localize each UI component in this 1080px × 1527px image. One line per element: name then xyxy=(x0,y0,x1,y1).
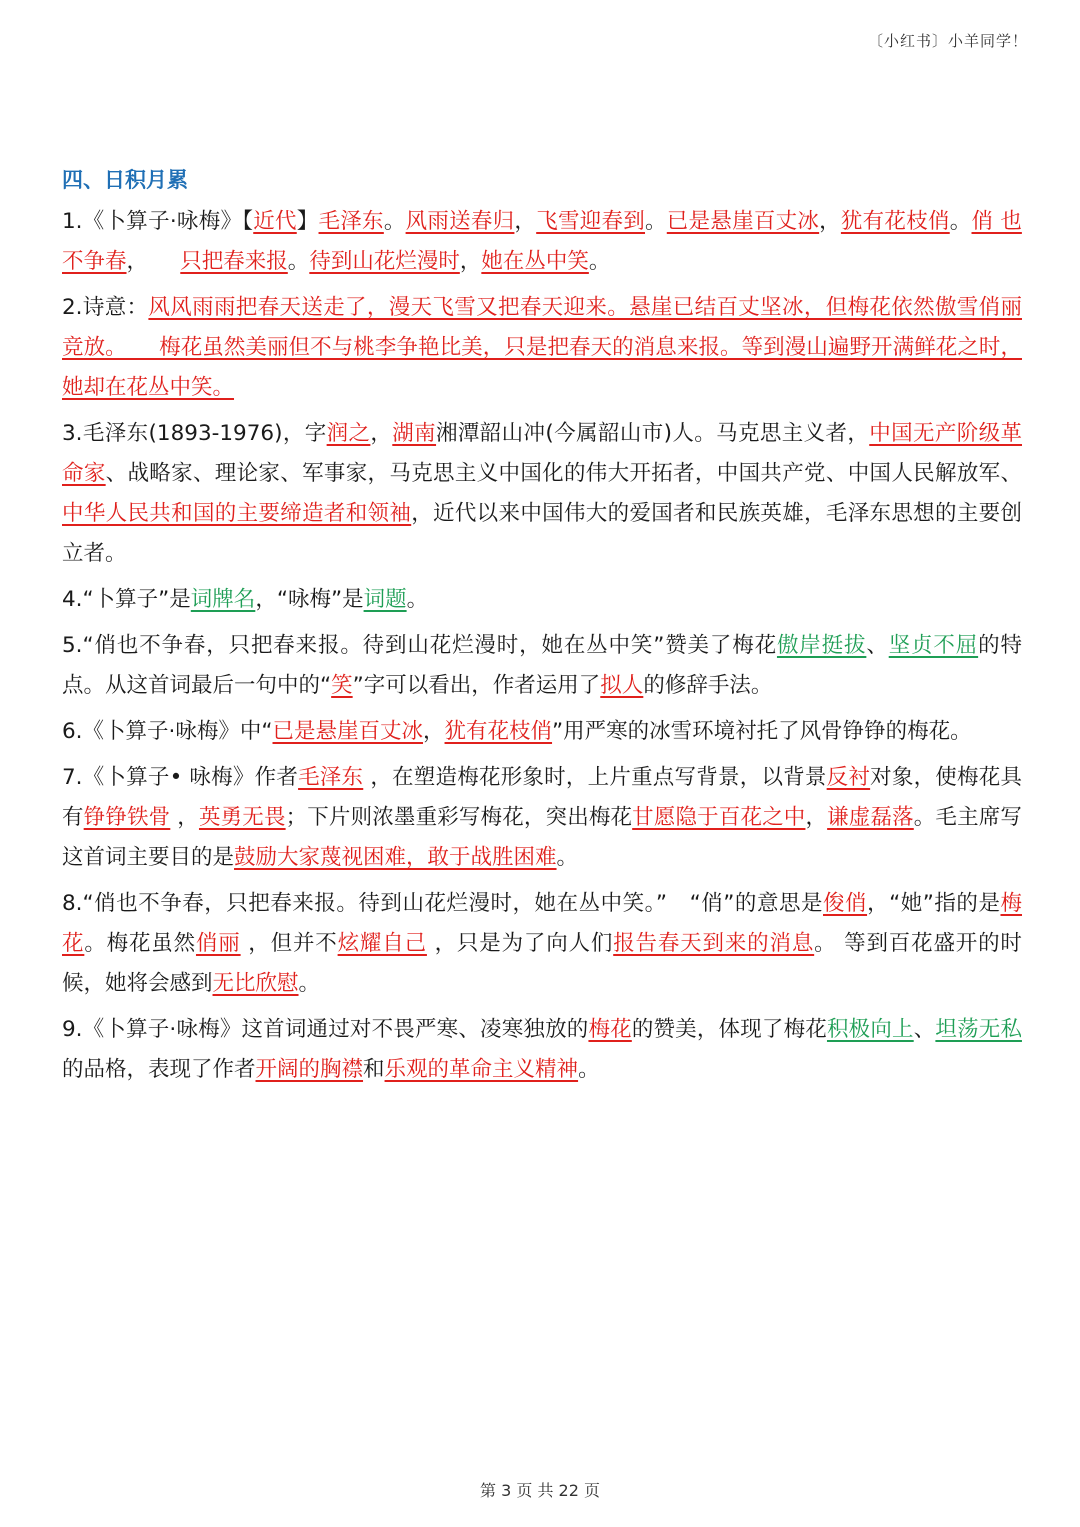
answer-red: 犹有花枝俏 xyxy=(444,719,553,744)
answer-red: 拟人 xyxy=(600,673,644,698)
text-segment: ，近代以来中国伟大的爱国者和民族英雄，毛泽东思想的主要创立者。 xyxy=(62,501,1022,566)
text-segment: 。 xyxy=(949,209,972,234)
text-segment: ；下片则浓墨重彩写梅花，突出梅花 xyxy=(285,805,633,830)
text-segment: ， xyxy=(459,249,482,274)
text-segment: 和 xyxy=(363,1057,385,1082)
text-segment: 8.“俏也不争春，只把春来报。待到山花烂漫时，她在丛中笑。” “俏”的意思是 xyxy=(62,891,824,916)
answer-red: 甘愿隐于百花之中 xyxy=(632,805,806,830)
answer-red: 近代 xyxy=(253,209,297,234)
answer-red: 炫耀自己 xyxy=(337,931,427,956)
text-segment: 】 xyxy=(296,209,319,234)
text-segment: 对象，使梅花具有 xyxy=(62,765,1022,830)
answer-green: 坚贞不屈 xyxy=(888,633,979,658)
answer-red: 湖南 xyxy=(392,421,437,446)
text-segment: 。 xyxy=(287,249,310,274)
text-segment: ， xyxy=(126,249,181,274)
paragraph-6 xyxy=(62,712,1022,752)
text-segment: 。 xyxy=(298,971,321,996)
paragraph-2 xyxy=(62,288,1022,408)
paragraph-4 xyxy=(62,580,1022,620)
text-segment: 。 等到百花盛开的时候，她将会感到 xyxy=(62,931,1022,996)
answer-red: 铮铮铁骨 xyxy=(83,805,171,830)
answer-red: 报告春天到来的消息 xyxy=(613,931,815,956)
text-segment: 3.毛泽东(1893-1976)，字 xyxy=(62,421,327,446)
answer-red: 中国无产阶级革命家 xyxy=(62,421,1022,486)
text-segment: 9.《卜算子·咏梅》这首词通过对不畏严寒、凌寒独放的 xyxy=(62,1017,589,1042)
text-segment: ，“她”指的是 xyxy=(867,891,1001,916)
answer-green: 词题 xyxy=(363,587,407,612)
text-segment: ，“咏梅”是 xyxy=(255,587,364,612)
text-segment: 2.诗意： xyxy=(62,295,149,320)
answer-red: 乐观的革命主义精神 xyxy=(384,1057,579,1082)
text-segment: ， xyxy=(423,719,445,744)
answer-red: 只把春来报 xyxy=(180,249,288,274)
text-segment: 。 xyxy=(588,249,611,274)
text-segment: ， xyxy=(514,209,537,234)
answer-red: 梅花 xyxy=(62,891,1022,956)
text-segment: 的品格，表现了作者 xyxy=(62,1057,256,1082)
answer-red: 鼓励大家蔑视困难，敢于战胜困难 xyxy=(234,845,557,870)
answer-green: 词牌名 xyxy=(190,587,256,612)
section-title: 四、日积月累 xyxy=(62,168,188,192)
text-segment: 的修辞手法。 xyxy=(643,673,773,698)
page-footer: 第 3 页 共 22 页 xyxy=(480,1481,600,1500)
text-segment: ，在塑造梅花形象时，上片重点写背景，以背景 xyxy=(363,765,827,790)
page-header-watermark: 〔小红书〕小羊同学！ xyxy=(867,32,1028,50)
answer-red: 飞雪迎春到 xyxy=(536,209,646,234)
text-segment: 的赞美，体现了梅花 xyxy=(631,1017,827,1042)
text-segment: 、 xyxy=(913,1017,936,1042)
text-segment: 。 xyxy=(556,845,579,870)
text-segment: ，只是为了向人们 xyxy=(426,931,614,956)
text-segment: ， xyxy=(170,805,199,830)
text-segment: 湘潭韶山冲(今属韶山市)人。马克思主义者， xyxy=(436,421,870,446)
text-segment: ，但并不 xyxy=(240,931,338,956)
text-segment: 1.《卜算子·咏梅》【 xyxy=(62,209,254,234)
answer-red: 风雨送春归 xyxy=(405,209,515,234)
text-segment: 。 xyxy=(645,209,667,234)
answer-red: 俏 也不争春 xyxy=(62,209,1022,274)
answer-red: 俏丽 xyxy=(195,931,241,956)
text-segment: ”用严寒的冰雪环境衬托了风骨铮铮的梅花。 xyxy=(552,719,972,744)
paragraph-3 xyxy=(62,414,1022,574)
answer-red: 风风雨雨把春天送走了，漫天飞雪又把春天迎来。悬崖已结百丈坚冰，但梅花依然傲雪俏丽竞放。 梅花虽然美丽但不与桃李争艳比美，只是把春天的消息来报。等到漫山遍野开满鲜花之时，她却在花丛中笑。 xyxy=(62,295,1022,400)
answer-green: 傲岸挺拔 xyxy=(776,633,867,658)
paragraph-7 xyxy=(62,758,1022,878)
answer-red: 已是悬崖百丈冰 xyxy=(666,209,820,234)
text-segment: 的特点。从这首词最后一句中的“ xyxy=(62,633,1022,698)
paragraph-9 xyxy=(62,1010,1022,1090)
text-segment: 。 xyxy=(578,1057,600,1082)
answer-green: 积极向上 xyxy=(826,1017,914,1042)
answer-red: 英勇无畏 xyxy=(198,805,286,830)
answer-red: 犹有花枝俏 xyxy=(840,209,950,234)
text-segment: 、战略家、理论家、军事家，马克思主义中国化的伟大开拓者，中国共产党、中国人民解放军、 xyxy=(105,461,1022,486)
answer-red: 中华人民共和国的主要缔造者和领袖 xyxy=(62,501,412,526)
answer-green: 坦荡无私 xyxy=(935,1017,1022,1042)
paragraph-5 xyxy=(62,626,1022,706)
document-body xyxy=(62,202,1022,1096)
text-segment: ， xyxy=(819,209,841,234)
text-segment: 4.“卜算子”是 xyxy=(62,587,191,612)
answer-red: 她在丛中笑 xyxy=(481,249,589,274)
text-segment: 、 xyxy=(866,633,889,658)
paragraph-1 xyxy=(62,202,1022,282)
answer-red: 已是悬崖百丈冰 xyxy=(272,719,424,744)
text-segment: 。 xyxy=(406,587,429,612)
answer-red: 谦虚磊落 xyxy=(827,805,914,830)
text-segment: 。毛主席写这首词主要目的是 xyxy=(62,805,1022,870)
answer-red: 笑 xyxy=(331,673,353,698)
answer-red: 毛泽东 xyxy=(298,765,364,790)
text-segment: ”字可以看出，作者运用了 xyxy=(352,673,601,698)
answer-red: 待到山花烂漫时 xyxy=(309,249,460,274)
answer-red: 反衬 xyxy=(826,765,871,790)
answer-red: 润之 xyxy=(326,421,371,446)
text-segment: 5.“俏也不争春，只把春来报。待到山花烂漫时，她在丛中笑”赞美了梅花 xyxy=(62,633,777,658)
text-segment: 7.《卜算子• 咏梅》作者 xyxy=(62,765,299,790)
text-segment: 。 xyxy=(383,209,406,234)
text-segment: ， xyxy=(805,805,828,830)
answer-red: 毛泽东 xyxy=(318,209,384,234)
answer-red: 俊俏 xyxy=(823,891,868,916)
answer-red: 开阔的胸襟 xyxy=(255,1057,364,1082)
text-segment: 。梅花虽然 xyxy=(84,931,196,956)
text-segment: ， xyxy=(370,421,393,446)
text-segment: 6.《卜算子·咏梅》中“ xyxy=(62,719,273,744)
paragraph-8 xyxy=(62,884,1022,1004)
answer-red: 无比欣慰 xyxy=(212,971,299,996)
answer-red: 梅花 xyxy=(588,1017,632,1042)
